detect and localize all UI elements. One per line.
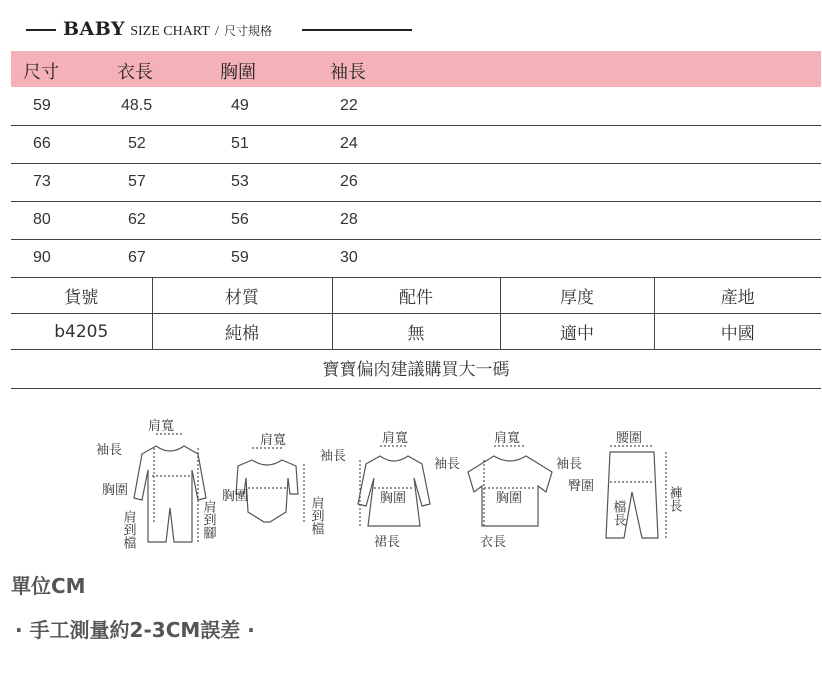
info-value-thickness: 適中 <box>500 314 654 350</box>
cell-length: 62 <box>128 211 146 228</box>
info-header-accessory: 配件 <box>332 278 500 314</box>
pants-label-length: 褲長 <box>666 486 682 512</box>
measurement-error-note: · 手工測量約2-3CM誤差 · <box>15 618 255 642</box>
cell-sleeve: 24 <box>340 135 358 152</box>
cell-chest: 56 <box>231 211 249 228</box>
title-label-cn: 尺寸規格 <box>223 24 272 38</box>
pants-label-waist: 腰圍 <box>616 431 643 446</box>
cell-size: 59 <box>33 97 51 114</box>
title-label: SIZE CHART <box>130 24 210 39</box>
cell-length: 67 <box>128 249 146 266</box>
header-sleeve: 袖長 <box>330 62 366 83</box>
table-row <box>11 88 821 126</box>
table-row <box>11 164 821 202</box>
table-row <box>11 240 821 278</box>
cell-sleeve: 26 <box>340 173 358 190</box>
bodysuit-label-shoulder-crotch: 肩到檔 <box>308 496 324 535</box>
info-value-accessory: 無 <box>332 314 500 350</box>
measurement-diagram <box>90 412 710 562</box>
dress-label-sleeve: 袖長 <box>434 457 461 472</box>
romper-outline <box>134 446 206 542</box>
top-label-chest: 胸圍 <box>496 491 523 506</box>
cell-size: 66 <box>33 135 51 152</box>
cell-sleeve: 28 <box>340 211 358 228</box>
romper-label-shoulder-crotch: 肩到檔 <box>120 510 136 549</box>
info-header-material: 材質 <box>152 278 332 314</box>
info-value-row <box>11 314 821 350</box>
romper-label-shoulder: 肩寬 <box>148 419 175 434</box>
cell-chest: 49 <box>231 97 249 114</box>
cell-size: 90 <box>33 249 51 266</box>
info-header-thickness: 厚度 <box>500 278 654 314</box>
header-chest: 胸圍 <box>220 62 256 83</box>
dress-label-chest: 胸圍 <box>380 491 407 506</box>
title-text <box>63 18 272 40</box>
pants-label-rise: 檔長 <box>610 500 626 526</box>
title-separator: / <box>214 24 219 39</box>
info-header-sku: 貨號 <box>11 278 152 314</box>
cell-length: 57 <box>128 173 146 190</box>
romper-label-shoulder-foot: 肩到腳 <box>200 500 216 539</box>
bodysuit-label-sleeve: 袖長 <box>320 449 347 464</box>
size-table-header <box>11 51 821 87</box>
title-left-rule <box>26 29 56 31</box>
info-header-row <box>11 278 821 314</box>
bodysuit-label-shoulder: 肩寬 <box>260 433 287 448</box>
header-size: 尺寸 <box>23 62 59 83</box>
cell-size: 73 <box>33 173 51 190</box>
cell-chest: 53 <box>231 173 249 190</box>
cell-sleeve: 22 <box>340 97 358 114</box>
romper-label-sleeve: 袖長 <box>96 443 123 458</box>
top-label-sleeve: 袖長 <box>556 457 583 472</box>
info-header-origin: 產地 <box>654 278 821 314</box>
size-chart-title <box>0 14 822 44</box>
cell-chest: 51 <box>231 135 249 152</box>
top-label-shoulder: 肩寬 <box>494 431 521 446</box>
cell-length: 52 <box>128 135 146 152</box>
title-right-rule <box>302 29 412 31</box>
info-value-sku: b4205 <box>11 314 152 350</box>
table-row <box>11 202 821 240</box>
dress-label-shoulder: 肩寬 <box>382 431 409 446</box>
romper-label-chest: 胸圍 <box>102 483 129 498</box>
dress-label-length: 裙長 <box>374 535 401 550</box>
bodysuit-label-chest: 胸圍 <box>222 489 249 504</box>
size-advice-note <box>11 352 821 389</box>
cell-size: 80 <box>33 211 51 228</box>
table-row <box>11 126 821 164</box>
header-length: 衣長 <box>117 62 153 83</box>
top-label-length: 衣長 <box>480 535 507 550</box>
cell-length: 48.5 <box>121 97 153 114</box>
title-brand: BABY <box>63 18 126 40</box>
info-value-material: 純棉 <box>152 314 332 350</box>
info-value-origin: 中國 <box>654 314 821 350</box>
product-info-table <box>11 277 821 350</box>
pants-label-hip: 臀圍 <box>568 479 595 494</box>
cell-chest: 59 <box>231 249 249 266</box>
size-advice-text: 寶寶偏肉建議購買大一碼 <box>322 360 510 380</box>
cell-sleeve: 30 <box>340 249 358 266</box>
unit-label: 單位CM <box>11 574 86 598</box>
